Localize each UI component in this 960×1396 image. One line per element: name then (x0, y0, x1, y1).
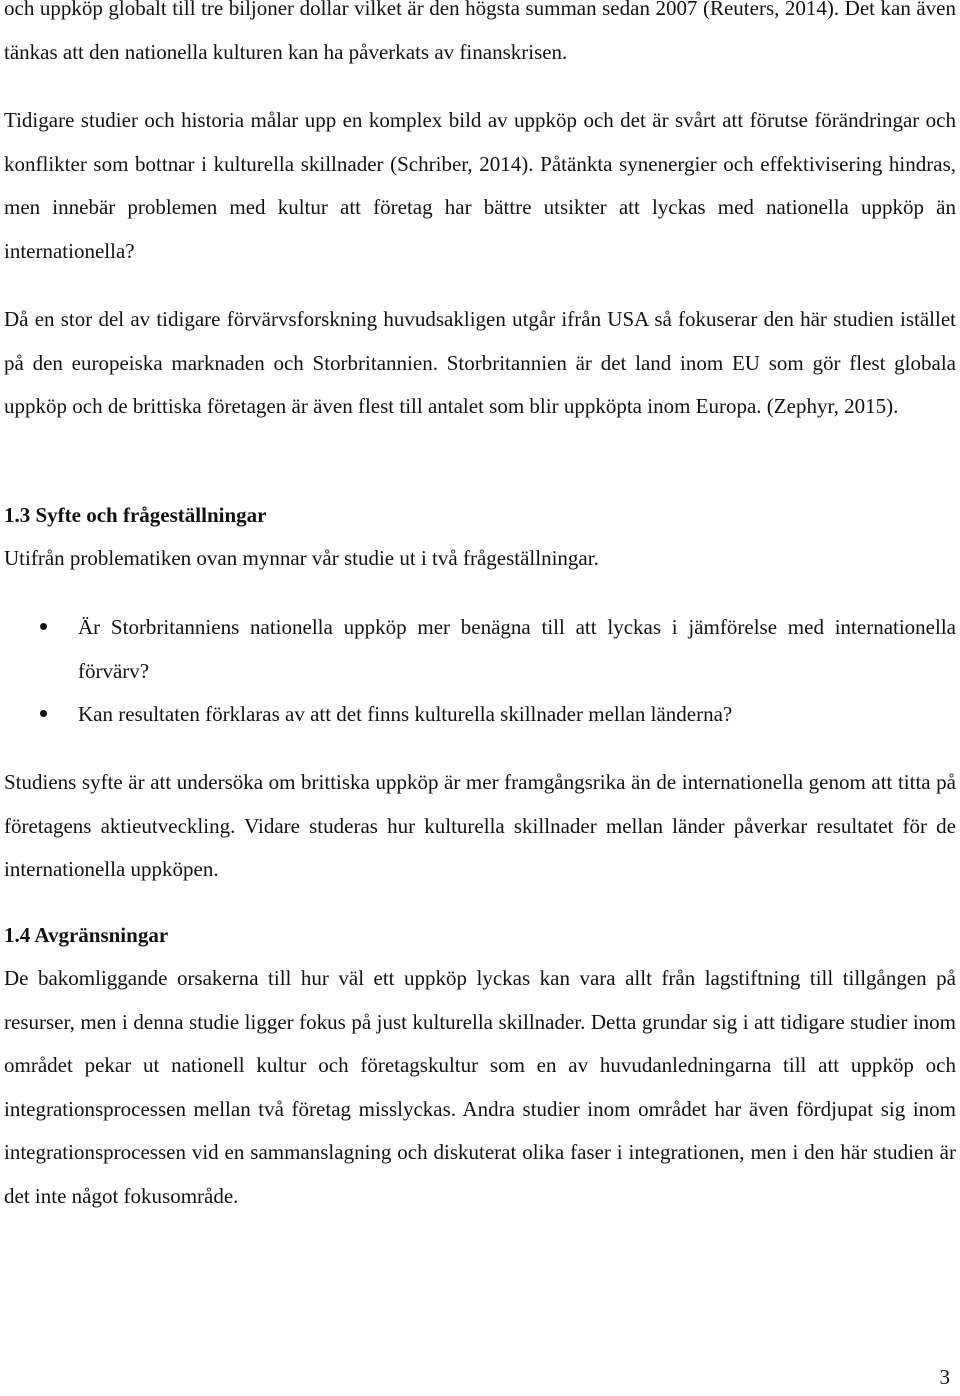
paragraph-background: Tidigare studier och historia målar upp en komplex bild av uppköp och det är svårt att förutse förändringar och konflikter som bottnar i kulturella skillnader (Schriber, 2014). Påtänkta synenergier och effektivisering hindras, men innebär problemen med kultur att företag har bättre utsikter att lyckas med nationella uppköp än internationella? (4, 108, 956, 263)
bullet-icon (40, 623, 47, 630)
paragraph-delimitations: De bakomliggande orsakerna till hur väl ett uppköp lyckas kan vara allt från lagstiftning till tillgången på resurser, men i denna studie ligger fokus på just kulturella skillnader. Detta grundar sig i att tidigare studier inom området pekar ut nationell kultur och företagskultur som en av huvudanledningarna till att uppköp och integrationsprocessen mellan två företag misslyckas. Andra studier inom området har även fördjupat sig inom integrationsprocessen vid en sammanslagning och diskuterat olika faser i integrationen, men i den här studien är det inte något fokusområde. (4, 966, 956, 1208)
document-page (4, 0, 956, 1396)
paragraph-scope-uk: Då en stor del av tidigare förvärvsforskning huvudsakligen utgår ifrån USA så fokuserar den här studien istället på den europeiska marknaden och Storbritannien. Storbritannien är det land inom EU som gör flest globala uppköp och de brittiska företagen är även flest till antalet som blir uppköpta inom Europa. (Zephyr, 2015). (4, 307, 956, 418)
paragraph-study-purpose: Studiens syfte är att undersöka om brittiska uppköp är mer framgångsrika än de internationella genom att titta på företagens aktieutveckling. Vidare studeras hur kulturella skillnader mellan länder påverkar resultatet för de internationella uppköpen. (4, 770, 956, 881)
bullet-icon (40, 710, 47, 717)
research-question-item (4, 693, 956, 737)
section-heading-purpose: 1.3 Syfte och frågeställningar (4, 503, 267, 527)
paragraph-questions-intro: Utifrån problematiken ovan mynnar vår studie ut i två frågeställningar. (4, 546, 599, 570)
research-questions-list (4, 606, 956, 737)
section-heading-delimitations: 1.4 Avgränsningar (4, 923, 169, 947)
paragraph-continuation: och uppköp globalt till tre biljoner dollar vilket är den högsta summan sedan 2007 (Reuters, 2014). Det kan även tänkas att den nationella kulturen kan ha påverkats av finanskrisen. (4, 0, 956, 64)
research-question-text: Kan resultaten förklaras av att det finns kulturella skillnader mellan länderna? (78, 702, 733, 726)
page-number: 3 (939, 1365, 950, 1389)
research-question-text: Är Storbritanniens nationella uppköp mer benägna till att lyckas i jämförelse med internationella förvärv? (78, 615, 956, 683)
research-question-item (4, 606, 956, 693)
